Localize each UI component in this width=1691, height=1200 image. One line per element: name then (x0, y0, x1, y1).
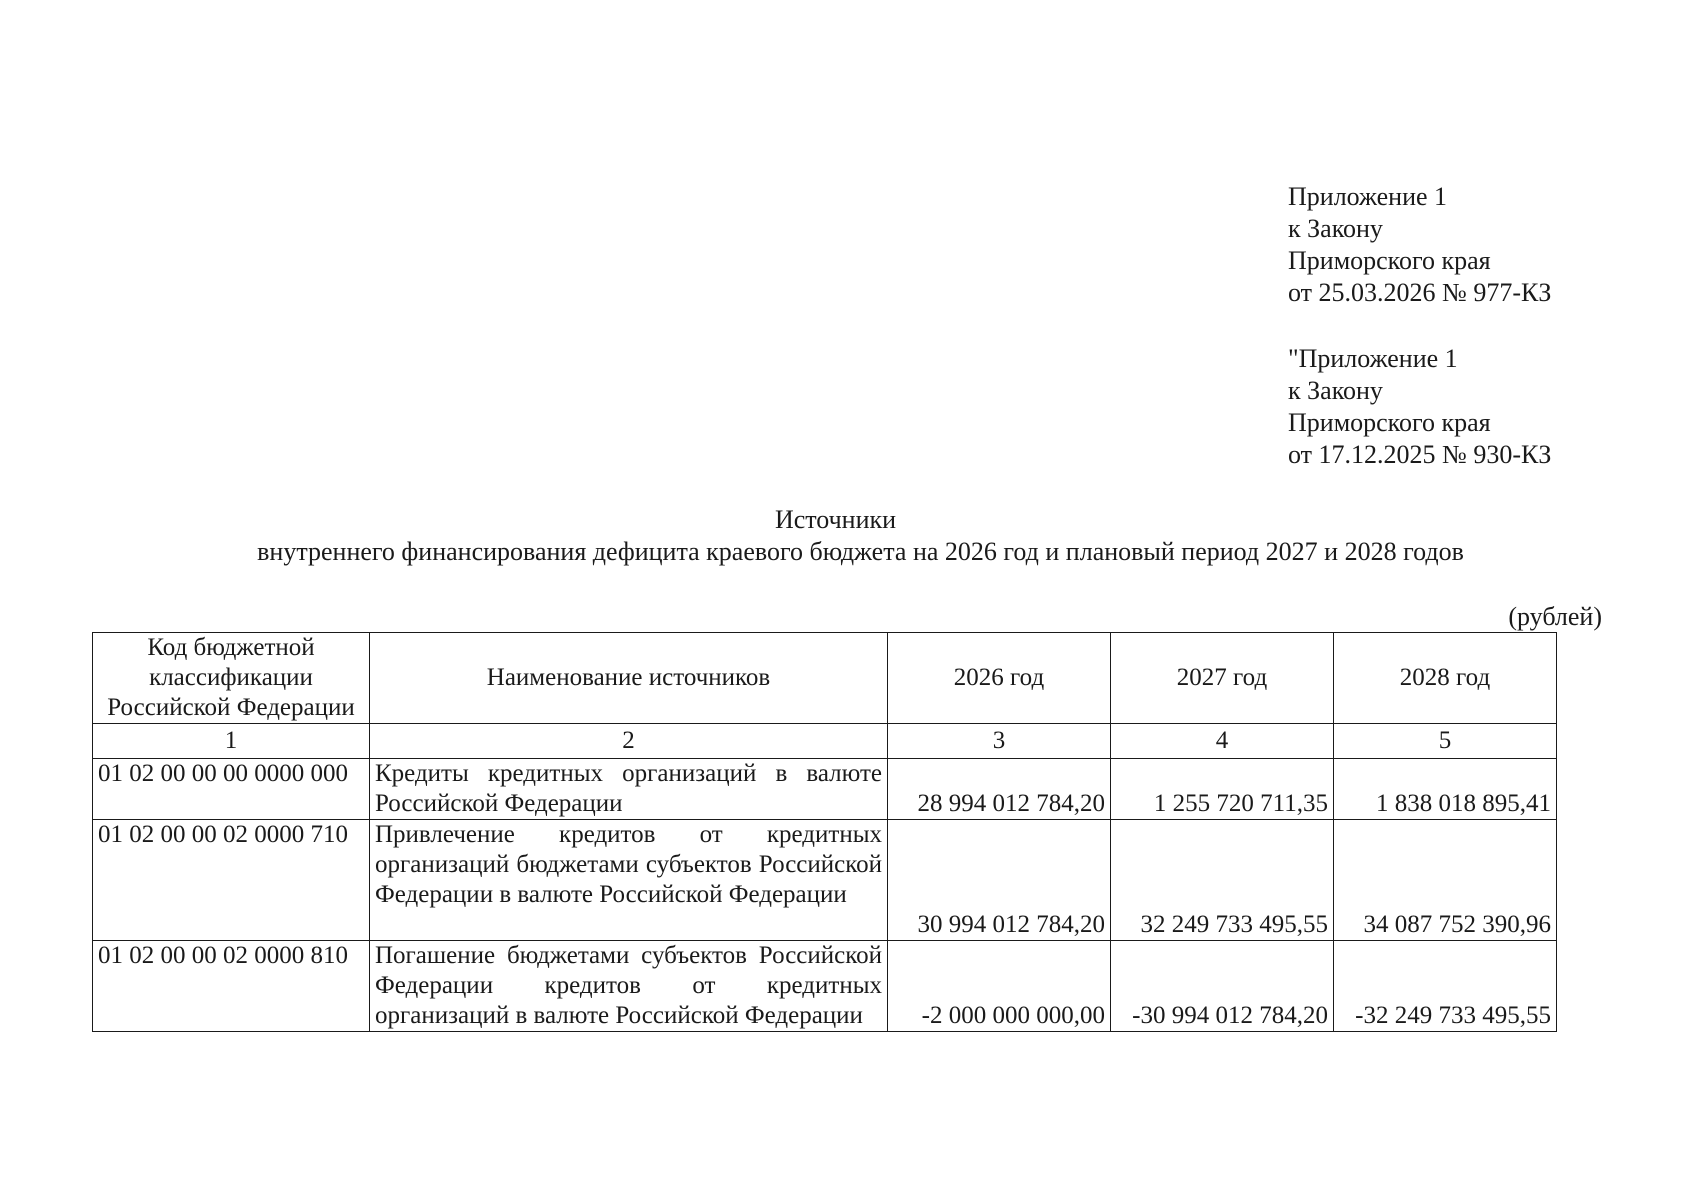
appendix-line: "Приложение 1 (1288, 344, 1458, 373)
column-number: 5 (1334, 724, 1557, 759)
appendix-line: от 17.12.2025 № 930-КЗ (1288, 440, 1552, 469)
row-amount-2027: -30 994 012 784,20 (1111, 941, 1334, 1032)
table-row (93, 820, 1557, 941)
appendix-line: к Закону (1288, 214, 1383, 243)
column-number: 4 (1111, 724, 1334, 759)
column-number: 3 (888, 724, 1111, 759)
row-amount-2028: 34 087 752 390,96 (1334, 820, 1557, 941)
header-2027: 2027 год (1111, 633, 1334, 724)
header-code: Код бюджетной классификации Российской Федерации (93, 633, 370, 724)
appendix-header-original (1288, 343, 1551, 471)
table-row (93, 941, 1557, 1032)
appendix-header-current (1288, 181, 1551, 309)
row-amount-2026: 28 994 012 784,20 (888, 759, 1111, 820)
column-number: 1 (93, 724, 370, 759)
appendix-line: к Закону (1288, 376, 1383, 405)
table-header-row (93, 633, 1557, 724)
financing-sources-table (92, 632, 1557, 1032)
appendix-line: Приморского края (1288, 408, 1491, 437)
row-name: Кредиты кредитных организаций в валюте Российской Федерации (370, 759, 888, 820)
appendix-line: Приморского края (1288, 246, 1491, 275)
title-line: Источники (774, 505, 897, 534)
row-amount-2027: 1 255 720 711,35 (1111, 759, 1334, 820)
row-amount-2027: 32 249 733 495,55 (1111, 820, 1334, 941)
row-name: Погашение бюджетами субъектов Российской Федерации кредитов от кредитных организаций в валюте Российской Федерации (370, 941, 888, 1032)
row-code: 01 02 00 00 02 0000 810 (93, 941, 370, 1032)
units-label: (рублей) (1508, 602, 1602, 631)
row-code: 01 02 00 00 02 0000 710 (93, 820, 370, 941)
appendix-line: от 25.03.2026 № 977-КЗ (1288, 278, 1552, 307)
document-title (0, 504, 1691, 568)
column-number-row (93, 724, 1557, 759)
header-2028: 2028 год (1334, 633, 1557, 724)
appendix-line: Приложение 1 (1288, 182, 1448, 211)
column-number: 2 (370, 724, 888, 759)
row-amount-2026: -2 000 000 000,00 (888, 941, 1111, 1032)
row-amount-2028: 1 838 018 895,41 (1334, 759, 1557, 820)
row-code: 01 02 00 00 00 0000 000 (93, 759, 370, 820)
row-amount-2026: 30 994 012 784,20 (888, 820, 1111, 941)
header-2026: 2026 год (888, 633, 1111, 724)
title-subline: внутреннего финансирования дефицита краевого бюджета на 2026 год и плановый период 2027 и 2028 годов (257, 537, 1464, 566)
header-name: Наименование источников (370, 633, 888, 724)
row-name: Привлечение кредитов от кредитных организаций бюджетами субъектов Российской Федерации в валюте Российской Федерации (370, 820, 888, 941)
row-amount-2028: -32 249 733 495,55 (1334, 941, 1557, 1032)
table-row (93, 759, 1557, 820)
